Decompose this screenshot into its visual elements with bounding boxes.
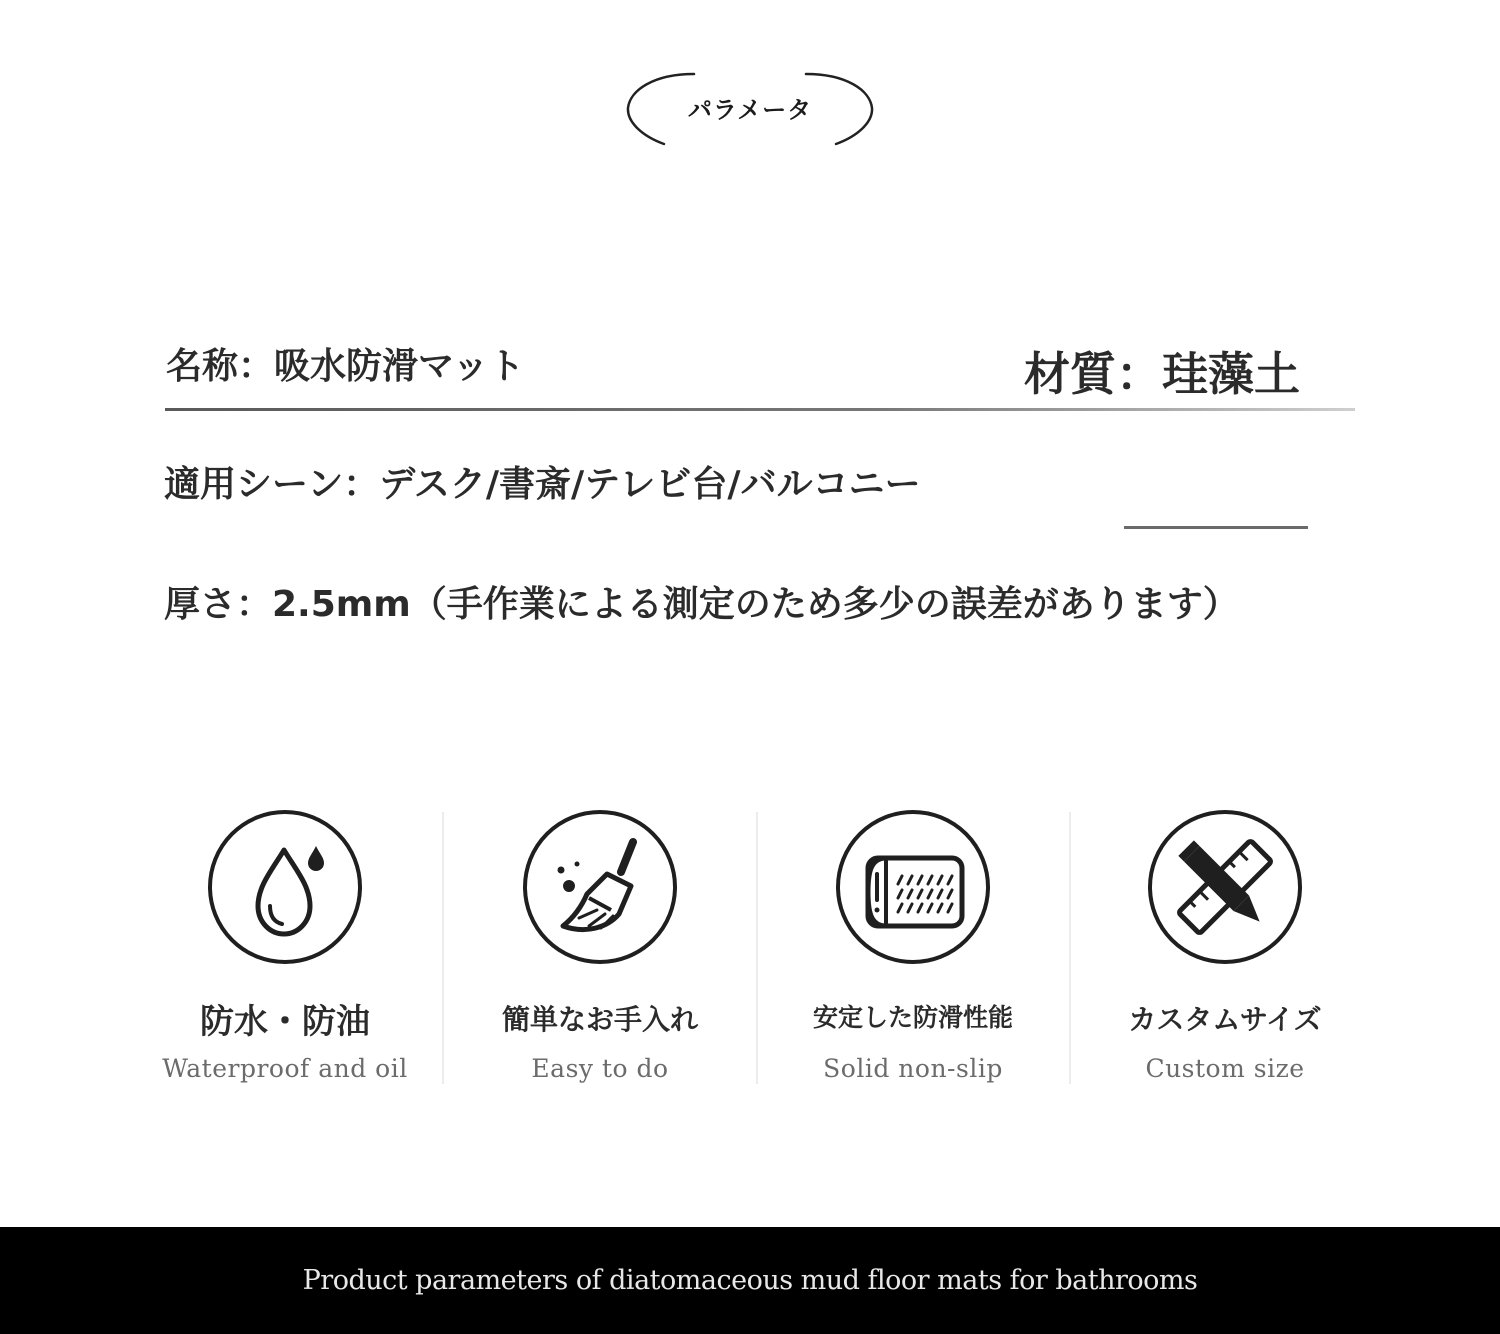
product-material: 材質：珪藻土	[1024, 347, 1300, 401]
feature-subtitle: Waterproof and oil	[162, 1054, 408, 1083]
feature-title: 安定した防滑性能	[812, 1003, 1013, 1032]
feature-title: 簡単なお手入れ	[501, 1003, 698, 1036]
feature-divider	[442, 812, 444, 1084]
section-title: パラメータ	[687, 96, 813, 124]
feature-non-slip	[768, 810, 1058, 1083]
broom-icon	[523, 810, 677, 964]
footer-caption: Product parameters of diatomaceous mud floor mats for bathrooms	[302, 1265, 1198, 1296]
feature-divider	[756, 812, 758, 1084]
section-badge	[624, 70, 876, 150]
mat-roll-icon	[836, 810, 990, 964]
feature-title: 防水・防油	[200, 1002, 370, 1042]
product-thickness: 厚さ：2.5mm（手作業による測定のため多少の誤差があります）	[164, 584, 1239, 625]
feature-easy-care	[455, 810, 745, 1083]
feature-subtitle: Custom size	[1145, 1054, 1305, 1083]
feature-title: カスタムサイズ	[1128, 1003, 1322, 1036]
product-scene: 適用シーン：デスク/書斎/テレビ台/バルコニー	[164, 464, 921, 505]
footer-banner	[0, 1227, 1500, 1334]
water-drop-icon	[208, 810, 362, 964]
divider-line-short	[1124, 526, 1308, 529]
feature-subtitle: Easy to do	[531, 1054, 669, 1083]
feature-waterproof	[140, 810, 430, 1083]
feature-subtitle: Solid non-slip	[823, 1054, 1003, 1083]
feature-custom-size	[1080, 810, 1370, 1083]
divider-line	[165, 408, 1355, 411]
feature-divider	[1069, 812, 1071, 1084]
product-name: 名称：吸水防滑マット	[166, 346, 525, 387]
ruler-pencil-icon	[1148, 810, 1302, 964]
